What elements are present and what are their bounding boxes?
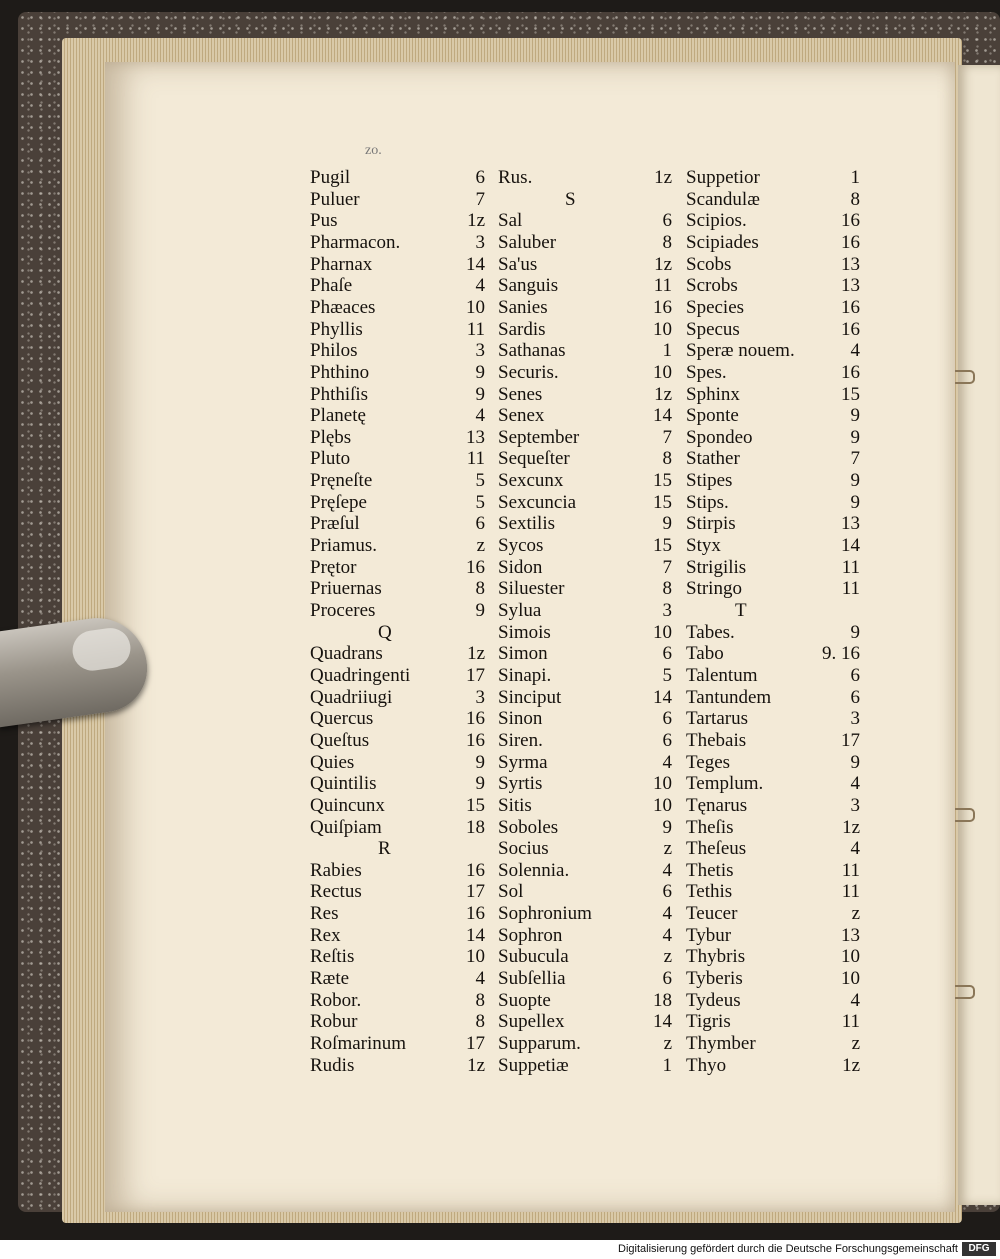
index-entry-word: Tydeus [686,989,741,1011]
index-entry-page: 1z [467,643,485,665]
index-entry-word: Suopte [498,989,551,1011]
index-entry-word: Subucula [498,946,569,968]
index-entry-page: 14 [653,686,672,708]
index-entry-page: 1z [654,253,672,275]
index-entry-word: Sinciput [498,686,562,708]
index-entry-page: 16 [466,903,485,925]
index-entry-page: 11 [841,881,860,903]
index-entry-page: 3 [475,686,485,708]
index-entry-page: 8 [475,989,485,1011]
index-entry-word: Sexcunx [498,470,564,492]
index-entry-page: 1z [467,210,485,232]
footer-credit: Digitalisierung gefördert durch die Deutsche Forschungsgemeinschaft [618,1243,958,1255]
index-entry-page: 4 [850,340,860,362]
index-entry-word: Queſtus [310,729,370,751]
index-entry-page: 13 [841,275,860,297]
index-entry-page: 1 [850,167,860,188]
index-entry-word: Phthino [310,361,370,383]
index-entry-word: Sathanas [498,340,566,362]
index-entry-page: z [476,535,485,557]
index-entry-word: Sidon [498,556,543,578]
index-entry-page: 13 [841,513,860,535]
index-entry-word: Stirpis [686,513,736,535]
index-entry-page: 5 [662,664,672,686]
page-number: zo. [365,143,382,158]
index-entry-word: Scobs [686,253,732,275]
index-entry-word: Specus [686,318,740,340]
index-entry-word: Sphinx [686,383,740,405]
index-entry-page: 11 [466,448,485,470]
index-entry-word: Speræ nouem. [686,340,795,362]
index-entry-page: 4 [475,275,485,297]
index-entry-word: Senex [498,405,545,427]
index-entry-page: 4 [475,968,485,990]
index-entry-page: 13 [466,426,485,448]
index-entry-page: 3 [662,600,672,621]
index-entry-word: Quadringenti [310,664,411,686]
index-entry-word: Subſellia [498,968,566,990]
index-entry-word: Thybris [686,946,746,968]
index-entry-page: 9 [475,773,485,795]
index-entry-word: Plębs [310,426,352,448]
index-entry-word: Pugil [310,167,351,188]
index-entry-word: Robor. [310,989,362,1011]
index-entry-word: Scrobs [686,275,738,297]
index-entry-page: 11 [841,578,860,600]
index-entry-word: Reſtis [310,946,355,968]
index-entry-page: 17 [466,881,485,903]
index-entry-word: Saluber [498,231,557,253]
index-entry-page: 10 [466,296,485,318]
dfg-logo: DFG [962,1242,996,1256]
index-entry-page: 7 [850,448,860,470]
index-entry-word: Sinapi. [498,664,552,686]
index-entry-word: Soboles [498,816,559,838]
index-entry-word: Planetę [310,405,366,427]
index-entry-page: 16 [466,708,485,730]
index-entry-word: Quies [310,751,355,773]
index-entry-word: Strigilis [686,556,747,578]
index-entry-page: 7 [475,188,485,210]
index-entry-page: 10 [841,968,860,990]
index-entry-page: 6 [475,167,485,188]
section-letter: R [378,838,391,860]
index-entry-word: Scandulæ [686,188,760,210]
index-entry-word: Ræte [310,968,350,990]
index-entry-word: Tantundem [686,686,772,708]
index-entry-page: 1 [662,340,672,362]
index-entry-page: 11 [466,318,485,340]
index-entry-word: Teucer [686,903,738,925]
index-entry-page: 16 [841,231,860,253]
index-entry-word: Sa'us [498,253,538,275]
index-entry-word: Supparum. [498,1033,581,1054]
index-entry-page: 11 [841,556,860,578]
index-entry-page: 6 [662,643,672,665]
index-entry-word: Thymber [686,1033,756,1054]
index-entry-page: 6 [850,686,860,708]
index-entry-page: 10 [841,946,860,968]
index-entry-page: 15 [466,794,485,816]
index-entry-page: 9 [850,426,860,448]
index-entry-word: Thetis [686,859,734,881]
index-entry-page: 17 [466,664,485,686]
index-entry-page: 6 [662,729,672,751]
index-entry-page: 11 [841,1011,860,1033]
index-entry-page: z [663,838,672,860]
index-entry-word: Tęnarus [686,794,748,816]
index-entry-word: Suppetior [686,167,760,188]
index-entry-word: Thyo [686,1054,727,1076]
index-entry-word: Syrtis [498,773,543,795]
index-entry-word: Spes. [686,361,727,383]
index-entry-page: 18 [653,989,672,1011]
index-entry-page: 9 [850,470,860,492]
index-entry-page: z [663,1033,672,1054]
index-entry-word: Pus [310,210,338,232]
index-entry-word: Prętor [310,556,357,578]
index-entry-page: 16 [466,729,485,751]
index-entry-word: Syrma [498,751,548,773]
index-entry-word: Priamus. [310,535,378,557]
index-entry-word: Rudis [310,1054,355,1076]
index-entry-page: 7 [662,556,672,578]
index-entry-word: Quincunx [310,794,385,816]
index-entry-word: Quadriiugi [310,686,393,708]
index-entry-page: 6 [662,708,672,730]
index-entry-page: 9 [475,383,485,405]
index-entry-page: 13 [841,924,860,946]
index-entry-word: Sponte [686,405,739,427]
index-entry-page: 3 [850,708,860,730]
index-entry-page: 8 [662,578,672,600]
index-entry-page: 9 [850,405,860,427]
index-entry-page: 13 [841,253,860,275]
index-entry-page: 10 [653,794,672,816]
index-entry-word: Spondeo [686,426,753,448]
index-entry-word: Phthiſis [310,383,369,405]
index-entry-page: 14 [466,253,485,275]
index-entry-page: 4 [850,773,860,795]
index-entry-page: 15 [841,383,860,405]
index-entry-word: Suppetiæ [498,1054,569,1076]
index-entry-page: 16 [841,318,860,340]
index-entry-page: 16 [841,296,860,318]
index-entry-word: Stringo [686,578,742,600]
index-entry-page: 4 [662,859,672,881]
index-entry-word: Puluer [310,188,360,210]
index-entry-word: Sequeſter [498,448,570,470]
index-entry-page: 9 [662,816,672,838]
index-entry-word: Phæaces [310,296,376,318]
index-entry-page: 15 [653,470,672,492]
index-entry-word: Rabies [310,859,362,881]
index-entry-word: Solennia. [498,859,570,881]
index-entry-word: Sinon [498,708,543,730]
index-entry-page: 15 [653,491,672,513]
index-entry-page: 17 [841,729,860,751]
index-entry-word: Siluester [498,578,565,600]
index-entry-page: 8 [662,231,672,253]
index-entry-page: z [663,946,672,968]
index-entry-word: Securis. [498,361,559,383]
index-entry-page: 11 [841,859,860,881]
index-entry-page: 10 [653,361,672,383]
index-entry-page: 8 [850,188,860,210]
index-entry-word: Proceres [310,600,376,621]
index-entry-word: Templum. [686,773,764,795]
index-entry-page: 7 [662,426,672,448]
index-entry-word: Phaſe [310,275,353,297]
index-entry-word: Talentum [686,664,758,686]
index-entry-word: Philos [310,340,358,362]
index-entry-word: Pharnax [310,253,373,275]
index-entry-page: 8 [475,578,485,600]
index-entry-word: Theſis [686,816,734,838]
index-entry-page: 1z [654,167,672,188]
index-entry-word: Quiſpiam [310,816,382,838]
index-entry-word: Rex [310,924,341,946]
index-entry-page: 9 [475,600,485,621]
index-entry-page: 3 [475,340,485,362]
index-entry-page: 5 [475,491,485,513]
index-entry-page: 15 [653,535,672,557]
index-entry-page: 9 [662,513,672,535]
index-entry-word: Species [686,296,745,318]
index-entry-word: Sal [498,210,523,232]
index-entry-page: 9. 16 [822,643,860,665]
index-entry-word: Pluto [310,448,351,470]
index-entry-page: 9 [475,361,485,383]
index-entry-page: 16 [841,210,860,232]
index-entry-page: 4 [850,838,860,860]
index-entry-page: 10 [653,318,672,340]
index-entry-word: Robur [310,1011,358,1033]
index-entry-word: Pręſepe [310,491,367,513]
index-entry-page: 1 [662,1054,672,1076]
index-entry-word: Priuernas [310,578,382,600]
section-letter: Q [378,621,392,643]
index-entry-page: 1z [654,383,672,405]
index-entry-word: Tigris [686,1011,731,1033]
index-entry-word: Simois [498,621,551,643]
index-entry-page: 11 [653,275,672,297]
index-entry-word: Quintilis [310,773,377,795]
index-entry-word: Phyllis [310,318,363,340]
index-entry-word: Theſeus [686,838,747,860]
index-entry-word: Tybur [686,924,732,946]
index-entry-page: 1z [842,1054,860,1076]
index-entry-word: Stipes [686,470,733,492]
index-entry-page: z [851,903,860,925]
index-entry-word: Supellex [498,1011,565,1033]
index-entry-page: 14 [466,924,485,946]
index-entry-page: 10 [466,946,485,968]
index-entry-page: 4 [475,405,485,427]
index-entry-page: 6 [475,513,485,535]
index-entry-page: 8 [662,448,672,470]
index-entry-page: 9 [850,751,860,773]
index-entry-page: 16 [841,361,860,383]
index-entry-word: Pharmacon. [310,231,401,253]
index-entry-word: Quercus [310,708,374,730]
index-entry-page: 4 [662,903,672,925]
index-entry-page: 16 [466,556,485,578]
index-entry-page: 6 [662,881,672,903]
index-entry-page: 9 [850,491,860,513]
index-entry-word: Præſul [310,513,360,535]
index-entry-word: Pręneſte [310,470,373,492]
index-entry-page: 8 [475,1011,485,1033]
index-entry-word: Teges [686,751,731,773]
index-entry-page: 9 [850,621,860,643]
index-entry-page: 3 [475,231,485,253]
index-entry-word: Sycos [498,535,544,557]
index-entry-word: Sitis [498,794,532,816]
index-entry-word: Sanies [498,296,548,318]
index-entry-word: Sylua [498,600,542,621]
index-entry-word: Socius [498,838,549,860]
index-entry-word: Sexcuncia [498,491,577,513]
index-entry-word: Simon [498,643,548,665]
index-entry-word: Tabes. [686,621,735,643]
index-entry-page: 9 [475,751,485,773]
index-entry-word: Tartarus [686,708,748,730]
index-entry-word: Styx [686,535,721,557]
index-entry-page: 17 [466,1033,485,1054]
index-entry-word: Scipios. [686,210,747,232]
index-entry-page: 14 [653,405,672,427]
index-entry-word: Sextilis [498,513,556,535]
index-entry-word: Scipiades [686,231,759,253]
section-letter: S [565,188,576,210]
index-entry-word: Rus. [498,167,533,188]
index-entry-page: 1z [467,1054,485,1076]
facing-page-edge [958,65,1000,1205]
index-entry-page: 16 [653,296,672,318]
index-entry-page: 4 [662,924,672,946]
index-entry-word: Rectus [310,881,362,903]
index-entry-word: Senes [498,383,543,405]
index-entry-word: Sanguis [498,275,559,297]
index-entry-page: 16 [466,859,485,881]
index-entry-page: 5 [475,470,485,492]
index-entry-page: 6 [662,968,672,990]
index-entry-page: 4 [850,989,860,1011]
index-entry-word: Sardis [498,318,546,340]
index-entry-page: 6 [662,210,672,232]
index-entry-word: Quadrans [310,643,383,665]
index-entry-word: Tyberis [686,968,743,990]
index-entry-word: Roſmarinum [310,1033,407,1054]
index-entry-word: Stather [686,448,740,470]
index-entry-word: Sophronium [498,903,592,925]
index-entry-page: 1z [842,816,860,838]
index-entry-page: 6 [850,664,860,686]
index-entry-word: Thebais [686,729,747,751]
index-entry-page: 18 [466,816,485,838]
index-entry-page: 10 [653,621,672,643]
index-entry-word: Stips. [686,491,729,513]
index-entry-word: September [498,426,580,448]
index-entry-page: 14 [653,1011,672,1033]
index-entry-page: 4 [662,751,672,773]
index-entry-page: 10 [653,773,672,795]
index-entry-word: Sol [498,881,524,903]
index-entry-word: Res [310,903,339,925]
index-entry-page: 14 [841,535,860,557]
index-entry-word: Tabo [686,643,724,665]
section-letter: T [735,600,747,621]
index-entry-word: Siren. [498,729,543,751]
index-entry-page: z [851,1033,860,1054]
index-entry-page: 3 [850,794,860,816]
index-entry-word: Tethis [686,881,733,903]
index-entry-word: Sophron [498,924,563,946]
